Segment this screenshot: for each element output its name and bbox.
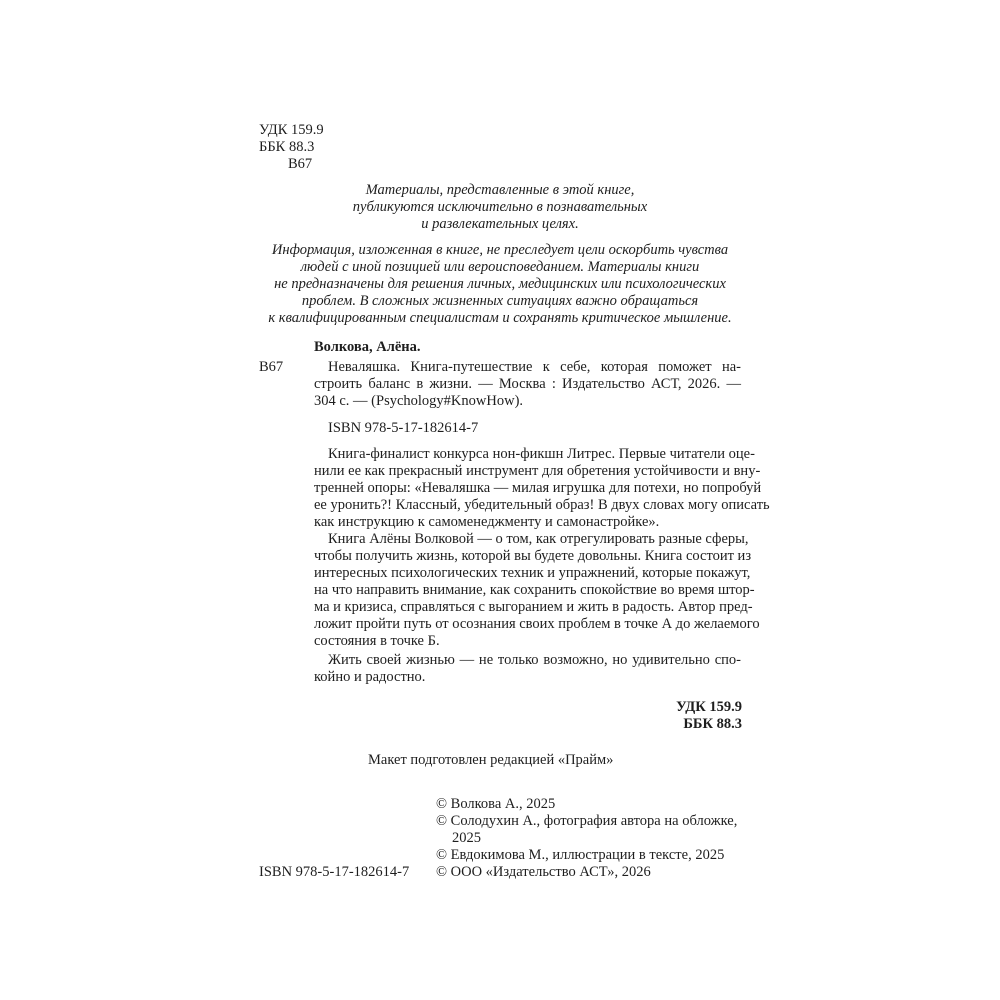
disclaimer-line: Материалы, представленные в этой книге, xyxy=(365,182,635,198)
annotation-line: Книга-финалист конкурса нон-фикшн Литрес. Первые читатели оце- xyxy=(328,446,755,462)
copyright-line: © ООО «Издательство АСТ», 2026 xyxy=(436,864,651,880)
udk-code: УДК 159.9 xyxy=(259,122,324,138)
bbk-code: ББК 88.3 xyxy=(259,139,315,155)
author-heading: Волкова, Алёна. xyxy=(314,339,421,355)
annotation-paragraph-1 xyxy=(314,446,770,531)
annotation-line: койно и радостно. xyxy=(314,669,426,685)
annotation-line: ложит пройти путь от осознания своих проблем в точке А до желаемого xyxy=(314,616,760,632)
copyright-line: © Евдокимова М., иллюстрации в тексте, 2025 xyxy=(436,847,725,863)
disclaimer-line: проблем. В сложных жизненных ситуациях важно обращаться xyxy=(301,293,699,309)
udk-code-bottom: УДК 159.9 xyxy=(676,699,742,715)
layout-note: Макет подготовлен редакцией «Прайм» xyxy=(368,752,614,768)
annotation-line: Книга Алёны Волковой — о том, как отрегулировать разные сферы, xyxy=(328,531,749,547)
disclaimer-info xyxy=(255,242,745,327)
bib-line: 304 с. — (Psychology#KnowHow). xyxy=(314,393,524,409)
copyright-line: 2025 xyxy=(452,830,481,846)
annotation-paragraph-3 xyxy=(314,652,741,686)
annotation-line: состояния в точке Б. xyxy=(314,633,440,649)
isbn-line: ISBN 978-5-17-182614-7 xyxy=(328,420,479,436)
bib-line: строить баланс в жизни. — Москва : Издательство АСТ, 2026. — xyxy=(314,376,741,392)
disclaimer-line: не предназначены для решения личных, медицинских или психологических xyxy=(274,276,726,292)
copyright-line: © Солодухин А., фотография автора на обложке, xyxy=(436,813,738,829)
annotation-line: интересных психологических техник и упражнений, которые покажут, xyxy=(314,565,751,581)
copyright-line: © Волкова А., 2025 xyxy=(436,796,556,812)
annotation-paragraph-2 xyxy=(314,531,760,650)
author-mark: В67 xyxy=(288,156,313,172)
bibliographic-description xyxy=(314,359,741,410)
annotation-line: ее уронить?! Классный, убедительный образ! В двух словах могу описать xyxy=(314,497,770,513)
annotation-line: как инструкцию к самоменеджменту и самонастройке». xyxy=(314,514,660,530)
annotation-line: Жить своей жизнью — не только возможно, но удивительно спо- xyxy=(328,652,741,668)
disclaimer-line: Информация, изложенная в книге, не преследует цели оскорбить чувства xyxy=(271,242,729,258)
copyright-list xyxy=(436,796,737,881)
annotation-line: чтобы получить жизнь, которой вы будете довольны. Книга состоит из xyxy=(314,548,752,564)
disclaimer-line: публикуются исключительно в познавательных xyxy=(352,199,648,215)
annotation-line: ма и кризиса, справляться с выгоранием и жить в радость. Автор пред- xyxy=(314,599,753,615)
disclaimer-purpose xyxy=(330,182,670,233)
disclaimer-line: и развлекательных целях. xyxy=(421,216,579,232)
annotation-line: нили ее как прекрасный инструмент для обретения устойчивости и вну- xyxy=(314,463,761,479)
isbn-bottom: ISBN 978-5-17-182614-7 xyxy=(259,864,410,880)
bbk-code-bottom: ББК 88.3 xyxy=(683,716,742,732)
bib-line: Неваляшка. Книга-путешествие к себе, которая поможет на- xyxy=(328,359,741,375)
annotation-line: на что направить внимание, как сохранить спокойствие во время штор- xyxy=(314,582,755,598)
disclaimer-line: людей с иной позицией или вероисповеданием. Материалы книги xyxy=(300,259,700,275)
disclaimer-line: к квалифицированным специалистам и сохранять критическое мышление. xyxy=(268,310,732,326)
entry-mark: В67 xyxy=(259,359,284,375)
annotation-line: тренней опоры: «Неваляшка — милая игрушка для потехи, но попробуй xyxy=(314,480,762,496)
